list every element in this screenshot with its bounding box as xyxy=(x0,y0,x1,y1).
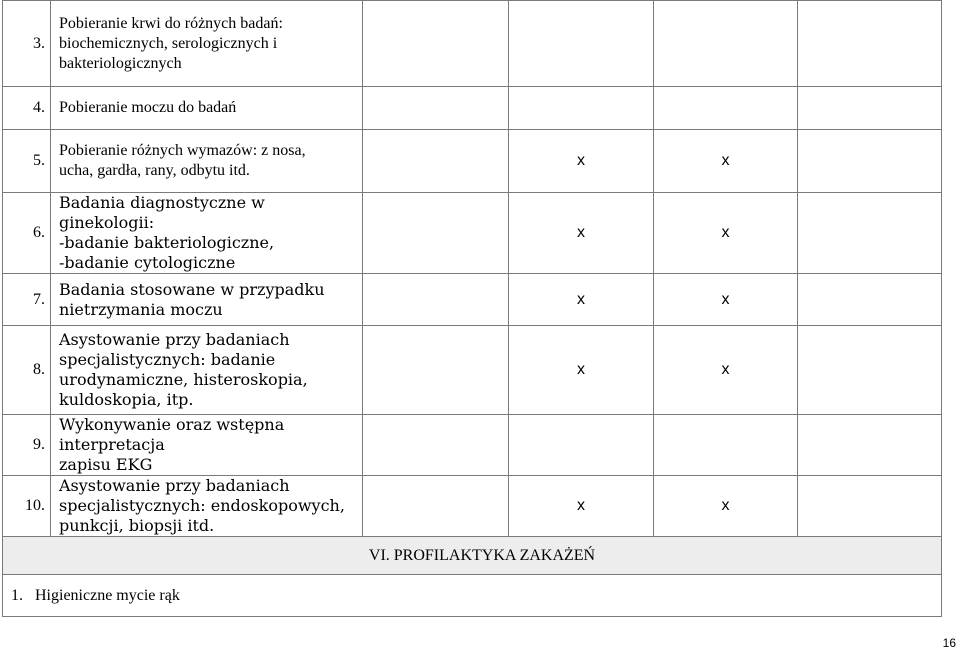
mark-cell xyxy=(509,415,654,476)
table-row xyxy=(3,326,942,415)
mark-cell: x xyxy=(654,193,798,274)
mark-cell xyxy=(363,274,509,326)
table-row xyxy=(3,476,942,537)
description-line: Badania diagnostyczne w ginekologii: xyxy=(59,193,265,232)
table-row xyxy=(3,1,942,87)
table-row xyxy=(3,193,942,274)
section-title: VI. PROFILAKTYKA ZAKAŻEŃ xyxy=(3,537,942,575)
description-line: -badanie bakteriologiczne, xyxy=(59,233,275,252)
description-line: Asystowanie przy badaniach xyxy=(59,330,290,349)
mark-cell xyxy=(798,476,942,537)
description-line: bakteriologicznych xyxy=(59,54,182,72)
mark-cell: x xyxy=(654,476,798,537)
description-line: Pobieranie krwi do różnych badań: xyxy=(59,14,283,32)
row-description xyxy=(51,193,363,274)
row-number: 6. xyxy=(3,193,51,274)
row-description xyxy=(51,130,363,193)
row-description xyxy=(51,326,363,415)
mark-cell xyxy=(798,326,942,415)
mark-cell xyxy=(363,326,509,415)
table-row xyxy=(3,274,942,326)
mark-cell xyxy=(798,415,942,476)
mark-cell xyxy=(363,193,509,274)
description-line: kuldoskopia, itp. xyxy=(59,390,194,409)
section-item xyxy=(3,575,942,617)
mark-cell xyxy=(798,87,942,130)
mark-cell xyxy=(798,193,942,274)
description-line: zapisu EKG xyxy=(59,455,153,474)
row-description xyxy=(51,476,363,537)
mark-cell xyxy=(654,1,798,87)
table-row xyxy=(3,130,942,193)
description-line: Wykonywanie oraz wstępna interpretacja xyxy=(59,415,285,454)
description-line: nietrzymania moczu xyxy=(59,299,223,319)
description-line: biochemicznych, serologicznych i xyxy=(59,34,278,52)
description-line: Badania stosowane w przypadku xyxy=(59,279,325,299)
mark-cell: x xyxy=(509,274,654,326)
description-line: Asystowanie przy badaniach xyxy=(59,476,290,495)
description-line: urodynamiczne, histeroskopia, xyxy=(59,370,308,389)
mark-cell xyxy=(509,1,654,87)
mark-cell: x xyxy=(509,326,654,415)
row-number: 1. xyxy=(11,586,23,604)
description-line: specjalistycznych: endoskopowych, xyxy=(59,496,345,515)
mark-cell xyxy=(654,415,798,476)
description-line: specjalistycznych: badanie xyxy=(59,350,276,369)
mark-cell xyxy=(363,1,509,87)
mark-cell xyxy=(363,415,509,476)
row-description: Higieniczne mycie rąk xyxy=(35,586,180,604)
mark-cell: x xyxy=(654,274,798,326)
skills-table xyxy=(2,0,942,617)
mark-cell: x xyxy=(509,130,654,193)
row-number: 10. xyxy=(3,476,51,537)
row-number: 3. xyxy=(3,1,51,87)
mark-cell xyxy=(798,1,942,87)
mark-cell xyxy=(798,130,942,193)
mark-cell xyxy=(509,87,654,130)
description-line: -badanie cytologiczne xyxy=(59,253,236,272)
row-description xyxy=(51,274,363,326)
description-line: Pobieranie moczu do badań xyxy=(59,99,237,116)
mark-cell: x xyxy=(509,193,654,274)
section-header-row xyxy=(3,537,942,575)
row-number: 8. xyxy=(3,326,51,415)
mark-cell: x xyxy=(654,326,798,415)
mark-cell xyxy=(798,274,942,326)
mark-cell xyxy=(654,87,798,130)
row-description xyxy=(51,415,363,476)
mark-cell xyxy=(363,476,509,537)
mark-cell xyxy=(363,87,509,130)
page-number: 16 xyxy=(942,636,956,650)
row-description xyxy=(51,87,363,130)
table-row xyxy=(3,575,942,617)
description-line: ucha, gardła, rany, odbytu itd. xyxy=(59,162,250,179)
mark-cell: x xyxy=(654,130,798,193)
table-row xyxy=(3,87,942,130)
table-row xyxy=(3,415,942,476)
mark-cell xyxy=(363,130,509,193)
row-number: 7. xyxy=(3,274,51,326)
mark-cell: x xyxy=(509,476,654,537)
description-line: Pobieranie różnych wymazów: z nosa, xyxy=(59,142,306,159)
row-number: 4. xyxy=(3,87,51,130)
description-line: punkcji, biopsji itd. xyxy=(59,516,215,535)
row-number: 5. xyxy=(3,130,51,193)
row-description xyxy=(51,1,363,87)
row-number: 9. xyxy=(3,415,51,476)
